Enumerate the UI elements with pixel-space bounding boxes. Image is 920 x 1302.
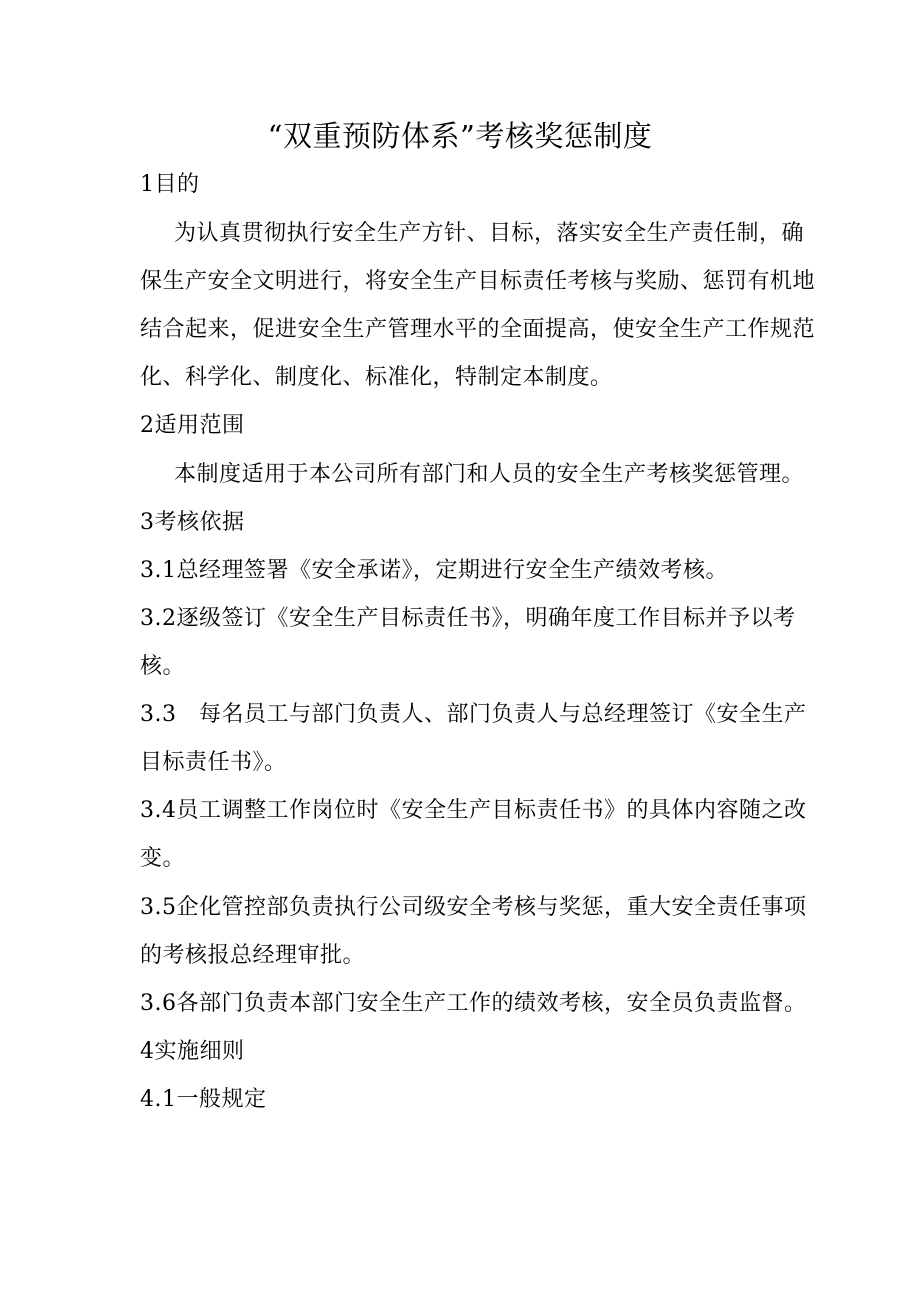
- paragraph-line: 结合起来，促进安全生产管理水平的全面提高，使安全生产工作规范: [140, 317, 816, 342]
- clause-3-3-continued: 目标责任书》。: [140, 750, 287, 775]
- heading-2: 2适用范围: [140, 413, 245, 438]
- heading-4: 4实施细则: [140, 1039, 245, 1064]
- clause-3-5-continued: 的考核报总经理审批。: [140, 943, 366, 968]
- heading-3: 3考核依据: [140, 510, 245, 535]
- clause-3-2: 3.2逐级签订《安全生产目标责任书》，明确年度工作目标并予以考: [140, 606, 796, 631]
- clause-3-1: 3.1总经理签署《安全承诺》，定期进行安全生产绩效考核。: [140, 558, 728, 583]
- document-title: “双重预防体系”考核奖惩制度: [267, 119, 653, 153]
- clause-3-5: 3.5企化管控部负责执行公司级安全考核与奖惩，重大安全责任事项: [140, 895, 807, 920]
- paragraph-line: 化、科学化、制度化、标准化，特制定本制度。: [140, 365, 613, 390]
- clause-3-4: 3.4员工调整工作岗位时《安全生产目标责任书》的具体内容随之改: [140, 798, 807, 823]
- clause-3-3: 3.3 每名员工与部门负责人、部门负责人与总经理签订《安全生产: [140, 702, 807, 727]
- clause-4-1: 4.1一般规定: [140, 1087, 267, 1112]
- paragraph-line: 保生产安全文明进行，将安全生产目标责任考核与奖励、惩罚有机地: [140, 269, 816, 294]
- clause-3-4-continued: 变。: [140, 846, 186, 871]
- clause-3-2-continued: 核。: [140, 654, 186, 679]
- paragraph-line: 本制度适用于本公司所有部门和人员的安全生产考核奖惩管理。: [174, 462, 805, 487]
- clause-3-6: 3.6各部门负责本部门安全生产工作的绩效考核，安全员负责监督。: [140, 991, 807, 1016]
- heading-1: 1目的: [140, 172, 200, 197]
- paragraph-line: 为认真贯彻执行安全生产方针、目标，落实安全生产责任制，确: [174, 221, 805, 246]
